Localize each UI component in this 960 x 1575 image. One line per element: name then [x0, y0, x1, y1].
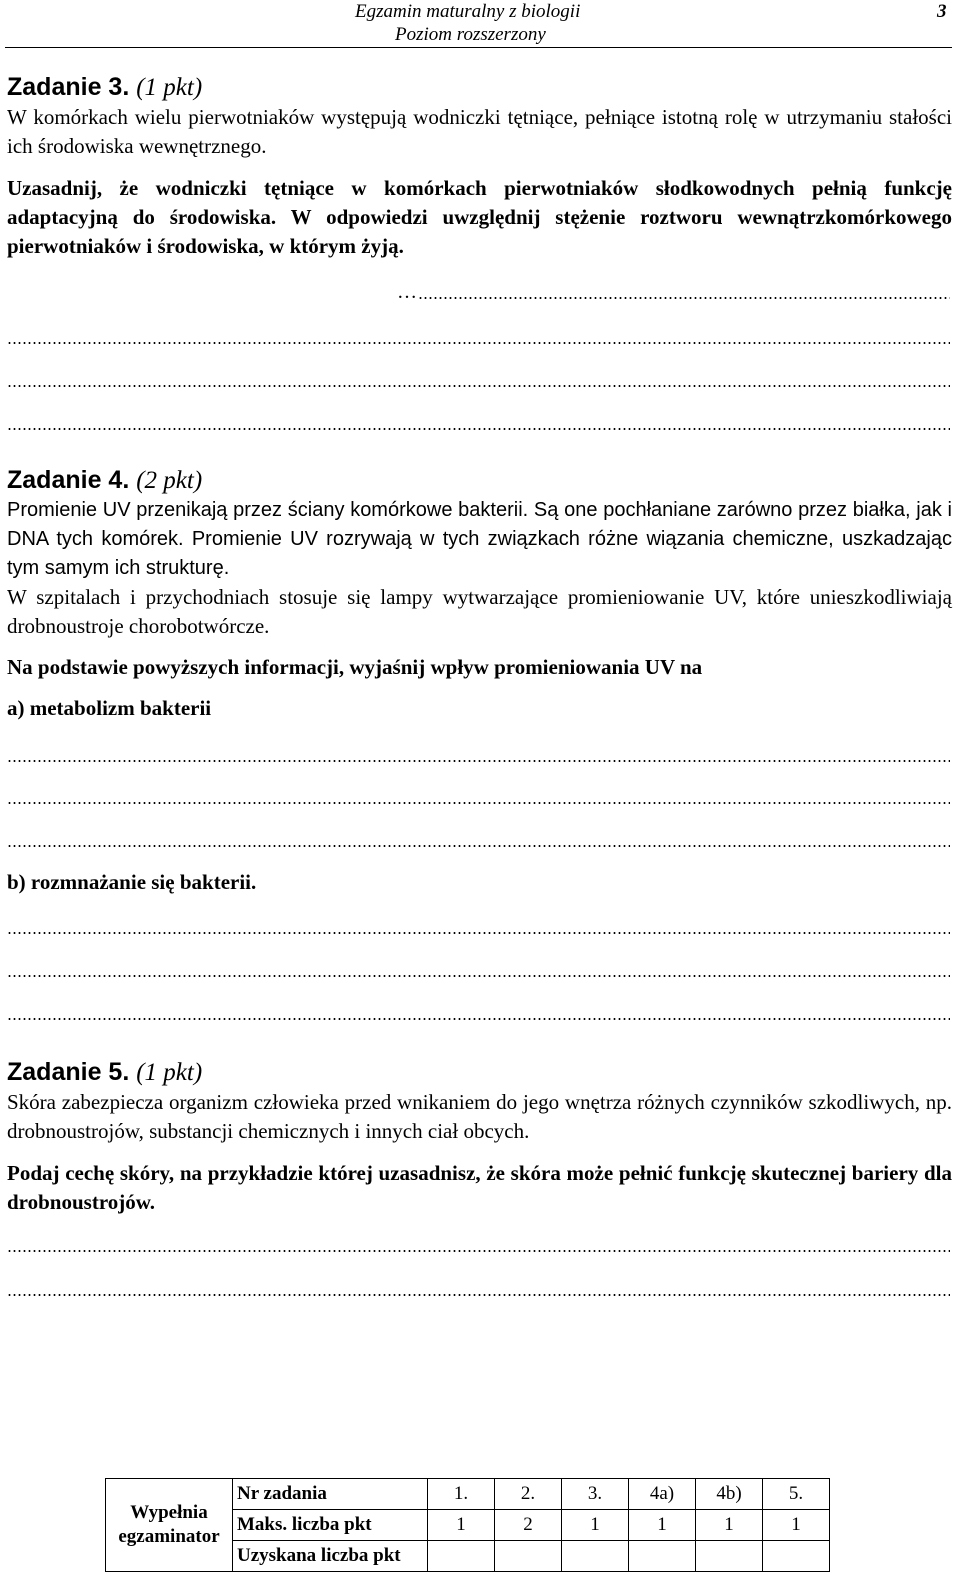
answer-line[interactable] [7, 1018, 950, 1020]
max-points-cell: 1 [562, 1510, 629, 1541]
page-number: 3 [937, 1, 947, 22]
max-points-cell: 1 [428, 1510, 495, 1541]
obtained-points-cell[interactable] [629, 1541, 696, 1572]
task-4-text-3: W szpitalach i przychodniach stosuje się lampy wytwarzające promieniowanie UV, które unieszkodliwiają drobnoustroje chorobotwórcze. [7, 585, 952, 638]
task-4-text [7, 496, 952, 583]
task-5 [7, 1057, 952, 1217]
task-4-title [7, 465, 952, 496]
obtained-points-cell[interactable] [763, 1541, 830, 1572]
task-3-points: (1 pkt) [136, 74, 203, 101]
task-5-points: (1 pkt) [136, 1059, 203, 1086]
examiner-label-2: egzaminator [118, 1526, 220, 1547]
task-number-cell: 1. [428, 1479, 495, 1510]
answer-line[interactable] [7, 1294, 950, 1296]
answer-line[interactable] [418, 297, 950, 299]
row-label-obtained-points: Uzyskana liczba pkt [233, 1541, 428, 1572]
score-table [105, 1478, 830, 1572]
task-3-instruction-part2: W odpowiedzi uwzględnij stężenie roztworu wewnątrzkomórkowego pierwotniaków i środowiska, w którym żyją. [7, 205, 953, 258]
max-points-cell: 2 [495, 1510, 562, 1541]
task-5-label: Zadanie 5. [7, 1058, 130, 1086]
answer-line[interactable] [7, 975, 950, 977]
task-4-part-b: b) rozmnażanie się bakterii. [7, 870, 257, 894]
task-number-cell: 4a) [629, 1479, 696, 1510]
task-3-instruction [7, 174, 952, 261]
task-number-cell: 4b) [696, 1479, 763, 1510]
examiner-fill-cell [106, 1479, 233, 1572]
row-label-task-number: Nr zadania [233, 1479, 428, 1510]
task-3 [7, 72, 952, 261]
task-4-label: Zadanie 4. [7, 466, 130, 494]
task-3-text: W komórkach wielu pierwotniaków występują wodniczki tętniące, pełniące istotną rolę w utrzymaniu stałości ich środowiska wewnętrznego. [7, 105, 952, 158]
obtained-points-cell[interactable] [696, 1541, 763, 1572]
answer-line[interactable] [7, 1250, 950, 1252]
max-points-cell: 1 [696, 1510, 763, 1541]
task-5-text: Skóra zabezpiecza organizm człowieka przed wnikaniem do jego wnętrza różnych czynników szkodliwych, np. drobnoustrojów, substancji chemicznych i innych ciał obcych. [7, 1090, 952, 1143]
examiner-label-1: Wypełnia [130, 1502, 208, 1523]
task-3-label: Zadanie 3. [7, 73, 130, 101]
obtained-points-cell[interactable] [562, 1541, 629, 1572]
answer-line[interactable] [7, 845, 950, 847]
task-4 [7, 465, 952, 723]
task-3-title [7, 72, 952, 103]
answer-line[interactable] [7, 932, 950, 934]
task-3-answer-ellipsis: … [397, 281, 417, 303]
answer-line[interactable] [7, 342, 950, 344]
task-4-part-b-block [7, 868, 952, 897]
max-points-cell: 1 [763, 1510, 830, 1541]
task-5-instruction: Podaj cechę skóry, na przykładzie której uzasadnisz, że skóra może pełnić funkcję skutecznej bariery dla drobnoustrojów. [7, 1161, 952, 1214]
answer-line[interactable] [7, 760, 950, 762]
exam-title: Egzamin maturalny z biologii [355, 1, 581, 22]
task-number-cell: 5. [763, 1479, 830, 1510]
answer-line[interactable] [7, 385, 950, 387]
task-number-cell: 2. [495, 1479, 562, 1510]
task-4-text-1: Promienie UV przenikają przez ściany komórkowe bakterii. Są one pochłaniane zarówno przez białka, jak i DNA tych komórek. [7, 499, 952, 550]
header-divider [5, 47, 952, 48]
answer-line[interactable] [7, 428, 950, 430]
exam-level: Poziom rozszerzony [395, 24, 546, 45]
task-4-instruction: Na podstawie powyższych informacji, wyjaśnij wpływ promieniowania UV na [7, 655, 703, 679]
page-header [0, 0, 960, 46]
task-4-part-a: a) metabolizm bakterii [7, 696, 212, 720]
obtained-points-cell[interactable] [495, 1541, 562, 1572]
answer-line[interactable] [7, 802, 950, 804]
task-number-cell: 3. [562, 1479, 629, 1510]
obtained-points-cell[interactable] [428, 1541, 495, 1572]
row-label-max-points: Maks. liczba pkt [233, 1510, 428, 1541]
task-5-title [7, 1057, 952, 1088]
task-4-points: (2 pkt) [136, 467, 203, 494]
max-points-cell: 1 [629, 1510, 696, 1541]
task-4-text-2: Promienie UV rozrywają w tych związkach różne wiązania chemiczne, uszkadzając tym samym ich strukturę. [7, 528, 952, 579]
task-3-instruction-part1: Uzasadnij, że wodniczki tętniące w komórkach pierwotniaków słodkowodnych pełnią funkcję adaptacyjną do środowiska. [7, 176, 952, 229]
